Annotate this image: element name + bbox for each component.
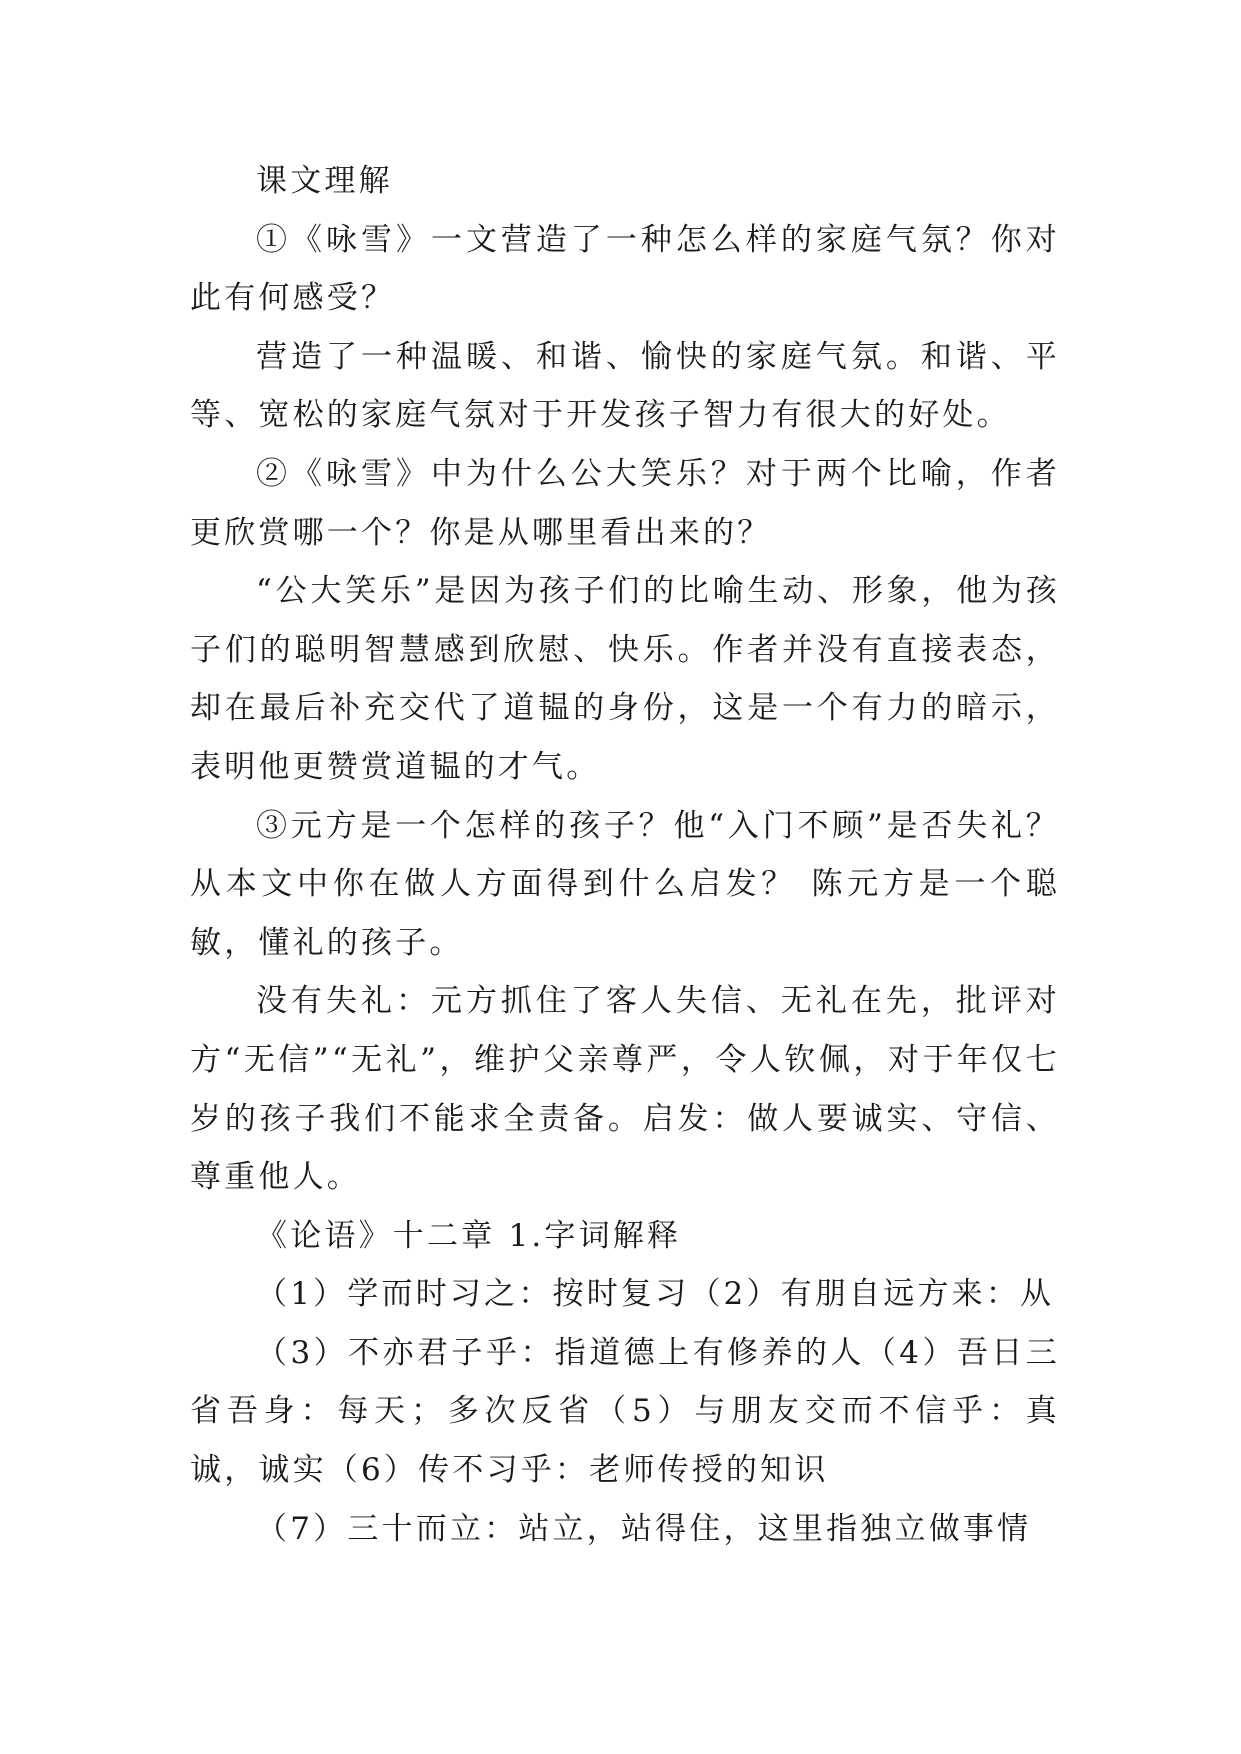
question-paragraph: ③元方是一个怎样的孩子？他“入门不顾”是否失礼？从本文中你在做人方面得到什么启发？ 陈元方是一个聪敏，懂礼的孩子。 bbox=[190, 807, 1060, 961]
question-paragraph: ①《咏雪》一文营造了一种怎么样的家庭气氛？你对此有何感受？ bbox=[190, 221, 1060, 317]
question-paragraph: ②《咏雪》中为什么公大笑乐？对于两个比喻，作者更欣赏哪一个？你是从哪里看出来的？ bbox=[190, 455, 1060, 551]
section-heading: 课文理解 bbox=[256, 163, 393, 199]
answer-paragraph: 营造了一种温暖、和谐、愉快的家庭气氛。和谐、平等、宽松的家庭气氛对于开发孩子智力有很大的好处。 bbox=[190, 338, 1060, 434]
section-heading: 《论语》十二章 1.字词解释 bbox=[256, 1217, 682, 1254]
document-body bbox=[190, 152, 1060, 1558]
glossary-paragraph: （7）三十而立：站立，站得住，这里指独立做事情 bbox=[256, 1510, 1032, 1547]
glossary-paragraph: （1）学而时习之：按时复习（2）有朋自远方来：从 bbox=[256, 1276, 1055, 1313]
answer-paragraph: 没有失礼：元方抓住了客人失信、无礼在先，批评对方“无信”“无礼”，维护父亲尊严，令人钦佩，对于年仅七岁的孩子我们不能求全责备。启发：做人要诚实、守信、尊重他人。 bbox=[190, 983, 1060, 1196]
answer-paragraph: “公大笑乐”是因为孩子们的比喻生动、形象，他为孩子们的聪明智慧感到欣慰、快乐。作者并没有直接表态，却在最后补充交代了道韫的身份，这是一个有力的暗示，表明他更赞赏道韫的才气。 bbox=[190, 573, 1060, 785]
glossary-paragraph: （3）不亦君子乎：指道德上有修养的人（4）吾日三省吾身：每天；多次反省（5）与朋友交而不信乎：真诚，诚实（6）传不习乎：老师传授的知识 bbox=[190, 1334, 1060, 1489]
